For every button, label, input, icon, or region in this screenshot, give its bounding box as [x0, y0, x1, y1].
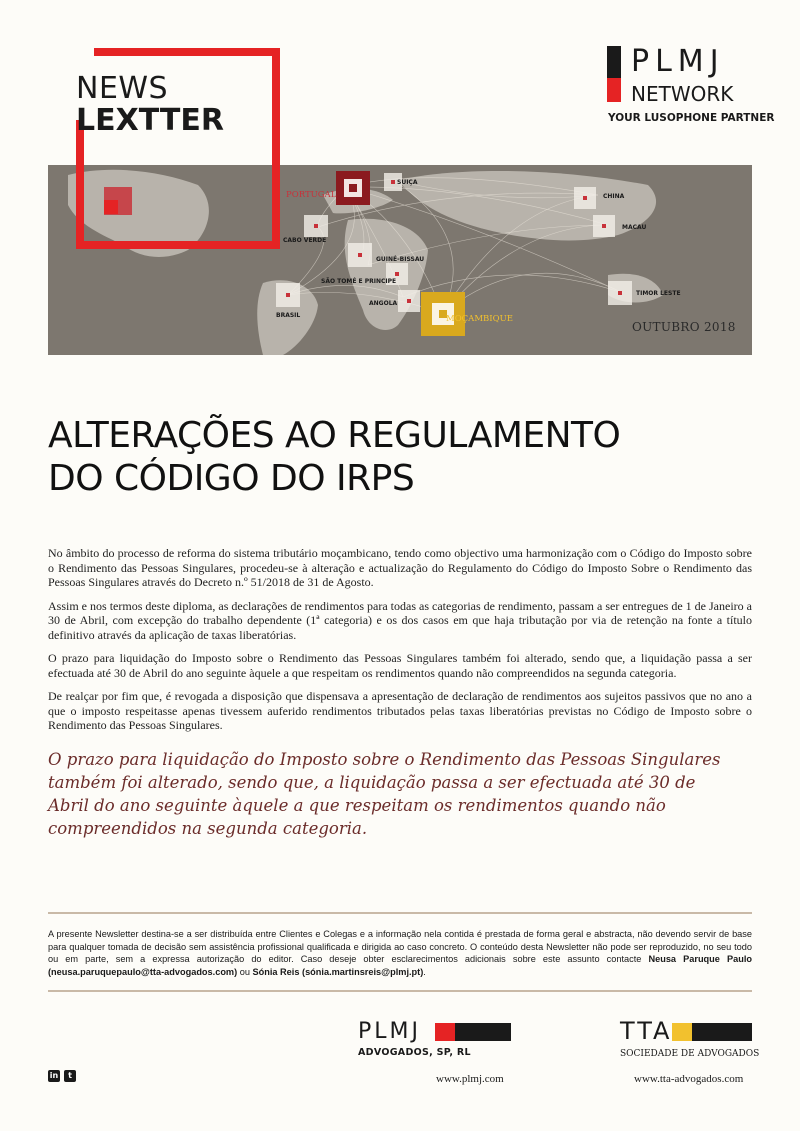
- map-label-timor-leste: TIMOR LESTE: [636, 290, 681, 297]
- disclaimer-text: A presente Newsletter destina-se a ser distribuída entre Clientes e Colegas e a informação nela contida é prestada de forma geral e abstracta, não devendo servir de base para qualquer tomada de decisão sem assistência profissional qualificada e dirigida ao caso concreto. O conteúdo desta Newsletter não pode ser reproduzido, no seu todo ou em parte, sem a expressa autorização do editor. Caso deseje obter esclarecimentos adicionais sobre este assunto contacte: [48, 929, 752, 964]
- article-title-line1: ALTERAÇÕES AO REGULAMENTO: [48, 415, 621, 456]
- map-label-brasil: BRASIL: [276, 312, 301, 319]
- divider-bottom: [48, 990, 752, 992]
- divider-top: [48, 912, 752, 914]
- article-paragraph-2: Assim e nos termos deste diploma, as declarações de rendimentos para todas as categorias de rendimento, passam a ser entregues de 1 de Janeiro a 30 de Abril, com excepção do trabalho dependente (1ª categoria) e os dos casos em que haja tributação por via de retenção na fonte a título definitivo através da aplicação de taxas liberatórias.: [48, 598, 752, 642]
- map-label-suica: SUIÇA: [397, 179, 418, 186]
- article-paragraph-4: De realçar por fim que, é revogada a disposição que dispensava a apresentação de declaração de rendimentos aos sujeitos passivos que no ano a que o imposto respeitasse apenas tivessem auferido rendimentos tributados pelas taxas liberatórias previstas no Código de Imposto sobre o Rendimento das Pessoas Singulares.: [48, 689, 752, 732]
- disclaimer-contact-2: Sónia Reis (sónia.martinsreis@plmj.pt): [252, 966, 424, 977]
- plmj-logo-tagline: YOUR LUSOPHONE PARTNER: [608, 112, 775, 124]
- map-label-angola: ANGOLA: [369, 300, 398, 307]
- disclaimer: [48, 928, 752, 978]
- newsletter-title-line2: LEXTTER: [76, 103, 224, 138]
- tta-footer-word: TTA: [620, 1017, 673, 1045]
- linkedin-icon[interactable]: in: [49, 1071, 59, 1080]
- twitter-icon[interactable]: t: [64, 1070, 76, 1082]
- disclaimer-joiner: ou: [237, 966, 253, 977]
- article-title-line2: DO CÓDIGO DO IRPS: [48, 458, 415, 499]
- disclaimer-end: .: [423, 966, 426, 977]
- article-title: [48, 414, 688, 500]
- map-label-macau: MACAU: [622, 224, 647, 231]
- tta-footer-sub: SOCIEDADE DE ADVOGADOS: [620, 1049, 760, 1059]
- disclaimer-contact-1: Neusa Paruque Paulo (neusa.paruquepaulo@tta-advogados.com): [48, 954, 752, 977]
- plmj-footer-sub: ADVOGADOS, SP, RL: [358, 1047, 471, 1058]
- plmj-logo-network: NETWORK: [631, 82, 734, 106]
- pull-quote: O prazo para liquidação do Imposto sobre o Rendimento das Pessoas Singulares também foi alterado, sendo que, a liquidação passa a ser efectuada até 30 de Abril do ano seguinte àquele a que respeitam os rendimentos quando não compreendidos na segunda categoria.: [48, 750, 721, 838]
- newsletter-title: [76, 71, 224, 138]
- map-label-cabo-verde: CABO VERDE: [283, 237, 327, 244]
- map-label-mocambique: MOÇAMBIQUE: [446, 314, 513, 324]
- article-paragraph-1: No âmbito do processo de reforma do sistema tributário moçambicano, tendo como objectivo uma harmonização com o Código do Imposto sobre o Rendimento das Pessoas Singulares, procedeu-se à alteração e actualização do Regulamento do Código do Imposto Sobre o Rendimento das Pessoas Singulares através do Decreto n.º 51/2018 de 31 de Agosto.: [48, 546, 752, 589]
- plmj-website-link[interactable]: www.plmj.com: [436, 1073, 504, 1085]
- map-label-guine-bissau: GUINÉ-BISSAU: [376, 256, 425, 263]
- social-links: [48, 1070, 76, 1082]
- newsletter-title-line1: NEWS: [76, 71, 169, 106]
- map-label-china: CHINA: [603, 193, 625, 200]
- plmj-footer-word: PLMJ: [358, 1019, 421, 1044]
- plmj-logo-word: PLMJ: [631, 44, 725, 79]
- article-paragraph-3: O prazo para liquidação do Imposto sobre o Rendimento das Pessoas Singulares também foi alterado, sendo que, a liquidação passa a ser efectuada até 30 de Abril do ano seguinte àquele a que respeitam os rendimentos quando não compreendidos na segunda categoria.: [48, 651, 752, 680]
- edition-date: OUTUBRO 2018: [632, 320, 736, 334]
- tta-website-link[interactable]: www.tta-advogados.com: [634, 1073, 744, 1085]
- map-label-portugal: PORTUGAL: [286, 190, 337, 200]
- article-body: [48, 546, 752, 742]
- map-label-sao-tome: SÃO TOMÉ E PRINCIPE: [321, 278, 397, 285]
- decorative-square-inner: [104, 200, 118, 214]
